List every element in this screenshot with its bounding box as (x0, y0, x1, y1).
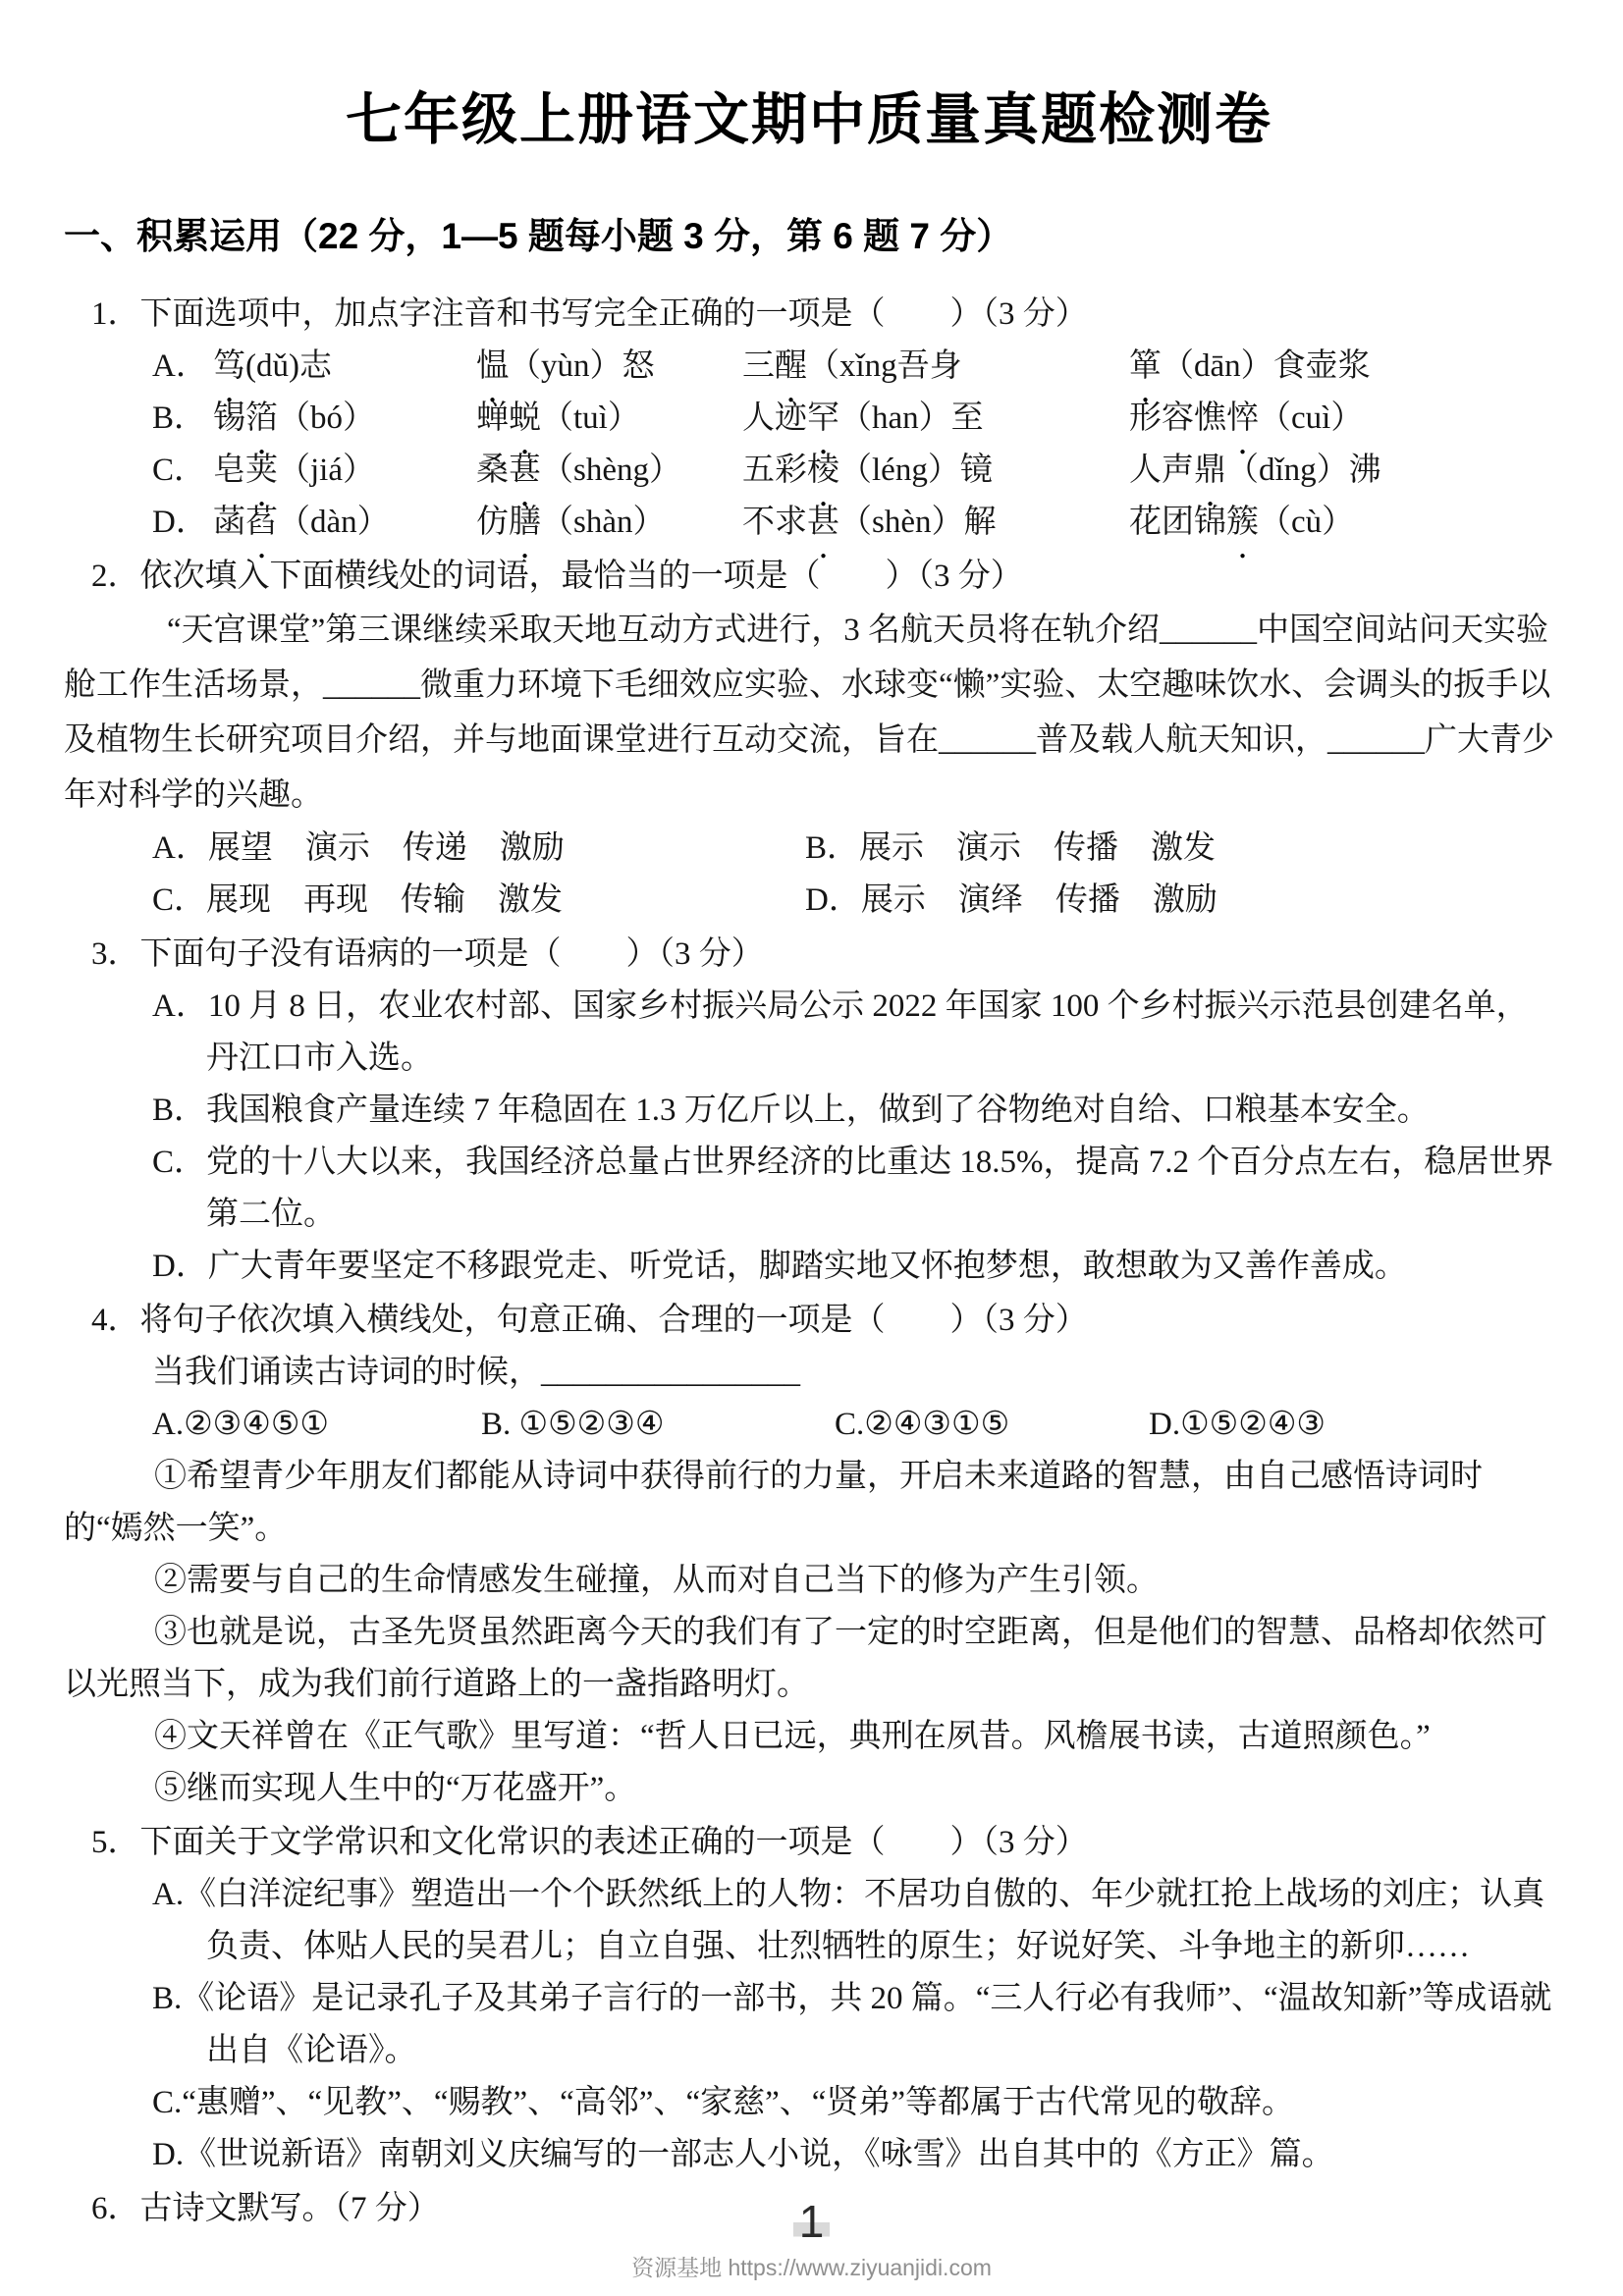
option-label: A． (152, 988, 208, 1024)
option-label: C． (152, 1145, 207, 1180)
option-label: B． (805, 830, 860, 866)
question-2-option-d (805, 875, 1554, 927)
question-4-sentence-5: ⑤继而实现人生中的“万花盛开”。 (154, 1771, 637, 1806)
question-5-option-c (64, 2077, 1554, 2129)
question-4-sentence-1: ①希望青少年朋友们都能从诗词中获得前行的力量，开启未来道路的智慧，由自己感悟诗词时的“嫣然一笑”。 (64, 1459, 1483, 1546)
question-4-sentence-2: ②需要与自己的生命情感发生碰撞，从而对自己当下的修为产生引领。 (154, 1563, 1159, 1598)
option-term: 桑葚 ●（shèng） (476, 445, 742, 497)
option-label: B． (152, 1093, 207, 1128)
question-3-option-a (64, 981, 1554, 1085)
option-text: 展示 演绎 传播 激励 (860, 882, 1217, 918)
option-term: 锡箔 ●（bó） (213, 393, 476, 445)
page-title: 七年级上册语文期中质量真题检测卷 (346, 88, 1272, 151)
option-text: 《论语》是记录孔子及其弟子言行的一部书，共 20 篇。“三人行必有我师”、“温故知新”等成语就出自《论语》。 (182, 1981, 1552, 2068)
question-1-option-a (152, 341, 1554, 393)
option-term: 蝉蜕 ●（tuì） (476, 393, 742, 445)
question-4-stem: 4．将句子依次填入横线处，句意正确、合理的一项是（ ）（3 分） (91, 1303, 1088, 1338)
question-4-options (152, 1399, 1554, 1451)
question-4-option-a: A.②③④⑤① (152, 1407, 330, 1442)
question-2-passage: “天宫课堂”第三课继续采取天地互动方式进行，3 名航天员将在轨介绍______中国空间站问天实验舱工作生活场景，______微重力环境下毛细效应实验、水球变“懒”实验、太空趣味饮水、会调头的扳手以及植物生长研究项目介绍，并与地面课堂进行互动交流，旨在______普及载人航天知识，______广大青少年对科学的兴趣。 (64, 613, 1554, 813)
option-label: A． (152, 830, 208, 866)
question-6-stem: 6．古诗文默写。（7 分） (91, 2191, 440, 2226)
question-2-option-a (152, 823, 805, 875)
option-term: 三醒 ●（xǐng吾身 (742, 341, 1129, 393)
question-2-stem: 2．依次填入下面横线处的词语，最恰当的一项是（ ）（3 分） (91, 559, 1023, 594)
question-4-lead: 当我们诵读古诗词的时候，________________ (152, 1355, 800, 1390)
option-text: 展现 再现 传输 激发 (206, 882, 564, 918)
option-label: C. (152, 2085, 183, 2120)
option-label: A． (152, 348, 208, 384)
option-term: 不求甚 ●（shèn）解 (742, 497, 1129, 549)
option-label: C． (152, 882, 207, 918)
option-text: 10 月 8 日，农业农村部、国家乡村振兴局公示 2022 年国家 100 个乡村振兴示范县创建名单，丹江口市入选。 (206, 988, 1529, 1076)
option-label: D． (152, 1249, 208, 1284)
question-2 (64, 551, 1554, 927)
option-text: 党的十八大以来，我国经济总量占世界经济的比重达 18.5%，提高 7.2 个百分点左右，稳居世界第二位。 (206, 1145, 1554, 1232)
option-term: 人声鼎 ●（dǐng）沸 (1129, 445, 1554, 497)
option-text: 我国粮食产量连续 7 年稳固在 1.3 万亿斤以上，做到了谷物绝对自给、口粮基本安全。 (206, 1093, 1430, 1128)
question-1-option-b (152, 393, 1554, 445)
question-3-stem: 3．下面句子没有语病的一项是（ ）（3 分） (91, 936, 764, 972)
option-term: 箪 ●（dān）食壶浆 (1129, 341, 1554, 393)
option-term: 花团锦簇 ●（cù） (1129, 497, 1554, 549)
section-heading: 一、积累运用（22 分，1—5 题每小题 3 分，第 6 题 7 分） (64, 216, 1013, 256)
question-2-option-c (152, 875, 805, 927)
question-4-option-b: B. ①⑤②③④ (481, 1407, 665, 1442)
option-label: C． (152, 453, 207, 488)
option-label: B. (152, 1981, 183, 2016)
question-3-option-b (64, 1085, 1554, 1137)
option-text: “惠赠”、“见教”、“赐教”、“高邻”、“家慈”、“贤弟”等都属于古代常见的敬辞。 (182, 2085, 1295, 2120)
option-term: 形容憔悴 ●（cuì） (1129, 393, 1554, 445)
option-text: 展望 演示 传递 激励 (207, 830, 565, 866)
page-footer (0, 2198, 1623, 2282)
question-3 (64, 929, 1554, 1293)
page-number: 1 (793, 2198, 831, 2245)
option-text: 《白洋淀纪事》塑造出一个个跃然纸上的人物：不居功自傲的、年少就扛抢上战场的刘庄；认真负责、体贴人民的吴君儿；自立自强、壮烈牺牲的原生；好说好笑、斗争地主的新卯…… (184, 1877, 1545, 1964)
question-4-sentence-3: ③也就是说，古圣先贤虽然距离今天的我们有了一定的时空距离，但是他们的智慧、品格却依然可以光照当下，成为我们前行道路上的一盏指路明灯。 (64, 1615, 1547, 1702)
option-text: 《世说新语》南朝刘义庆编写的一部志人小说，《咏雪》出自其中的《方正》篇。 (184, 2137, 1334, 2172)
question-2-option-b (805, 823, 1554, 875)
question-5 (64, 1817, 1554, 2181)
question-5-stem: 5．下面关于文学常识和文化常识的表述正确的一项是（ ）（3 分） (91, 1825, 1088, 1860)
option-label: D． (805, 882, 861, 918)
question-1-option-d (152, 497, 1554, 549)
option-label: D． (152, 505, 208, 540)
question-1-stem: 1．下面选项中，加点字注音和书写完全正确的一项是（ ）（3 分） (91, 296, 1088, 332)
option-text: 展示 演示 传播 激发 (859, 830, 1217, 866)
option-term: 仿膳 ●（shàn） (476, 497, 742, 549)
question-5-option-b (64, 1973, 1554, 2077)
option-term: 愠 ●（yùn）怒 (476, 341, 742, 393)
option-label: A. (152, 1877, 185, 1912)
question-4-option-c: C.②④③①⑤ (835, 1407, 1010, 1442)
option-label: B． (152, 400, 207, 436)
question-5-option-a (64, 1869, 1554, 1973)
option-term: 五彩棱 ●（léng）镜 (742, 445, 1129, 497)
option-label: D. (152, 2137, 185, 2172)
option-text: 广大青年要坚定不移跟党走、听党话，脚踏实地又怀抱梦想，敢想敢为又善作善成。 (207, 1249, 1407, 1284)
question-4 (64, 1295, 1554, 1815)
option-term: 笃 ●(dǔ)志 (213, 341, 476, 393)
question-4-option-d: D.①⑤②④③ (1149, 1407, 1326, 1442)
option-term: 菡萏 ●（dàn） (213, 497, 476, 549)
question-3-option-d (64, 1241, 1554, 1293)
footer-source-link: 资源基地 https://www.ziyuanjidi.com (631, 2255, 992, 2280)
question-4-sentence-4: ④文天祥曾在《正气歌》里写道：“哲人日已远，典刑在夙昔。风檐展书读，古道照颜色。” (154, 1719, 1431, 1754)
question-3-option-c (64, 1137, 1554, 1241)
option-term: 皂荚 ●（jiá） (213, 445, 476, 497)
question-5-option-d (64, 2129, 1554, 2181)
question-1-option-c (152, 445, 1554, 497)
question-2-options (152, 823, 1554, 927)
option-term: 人迹罕 ●（han）至 (742, 393, 1129, 445)
question-1 (64, 289, 1554, 549)
